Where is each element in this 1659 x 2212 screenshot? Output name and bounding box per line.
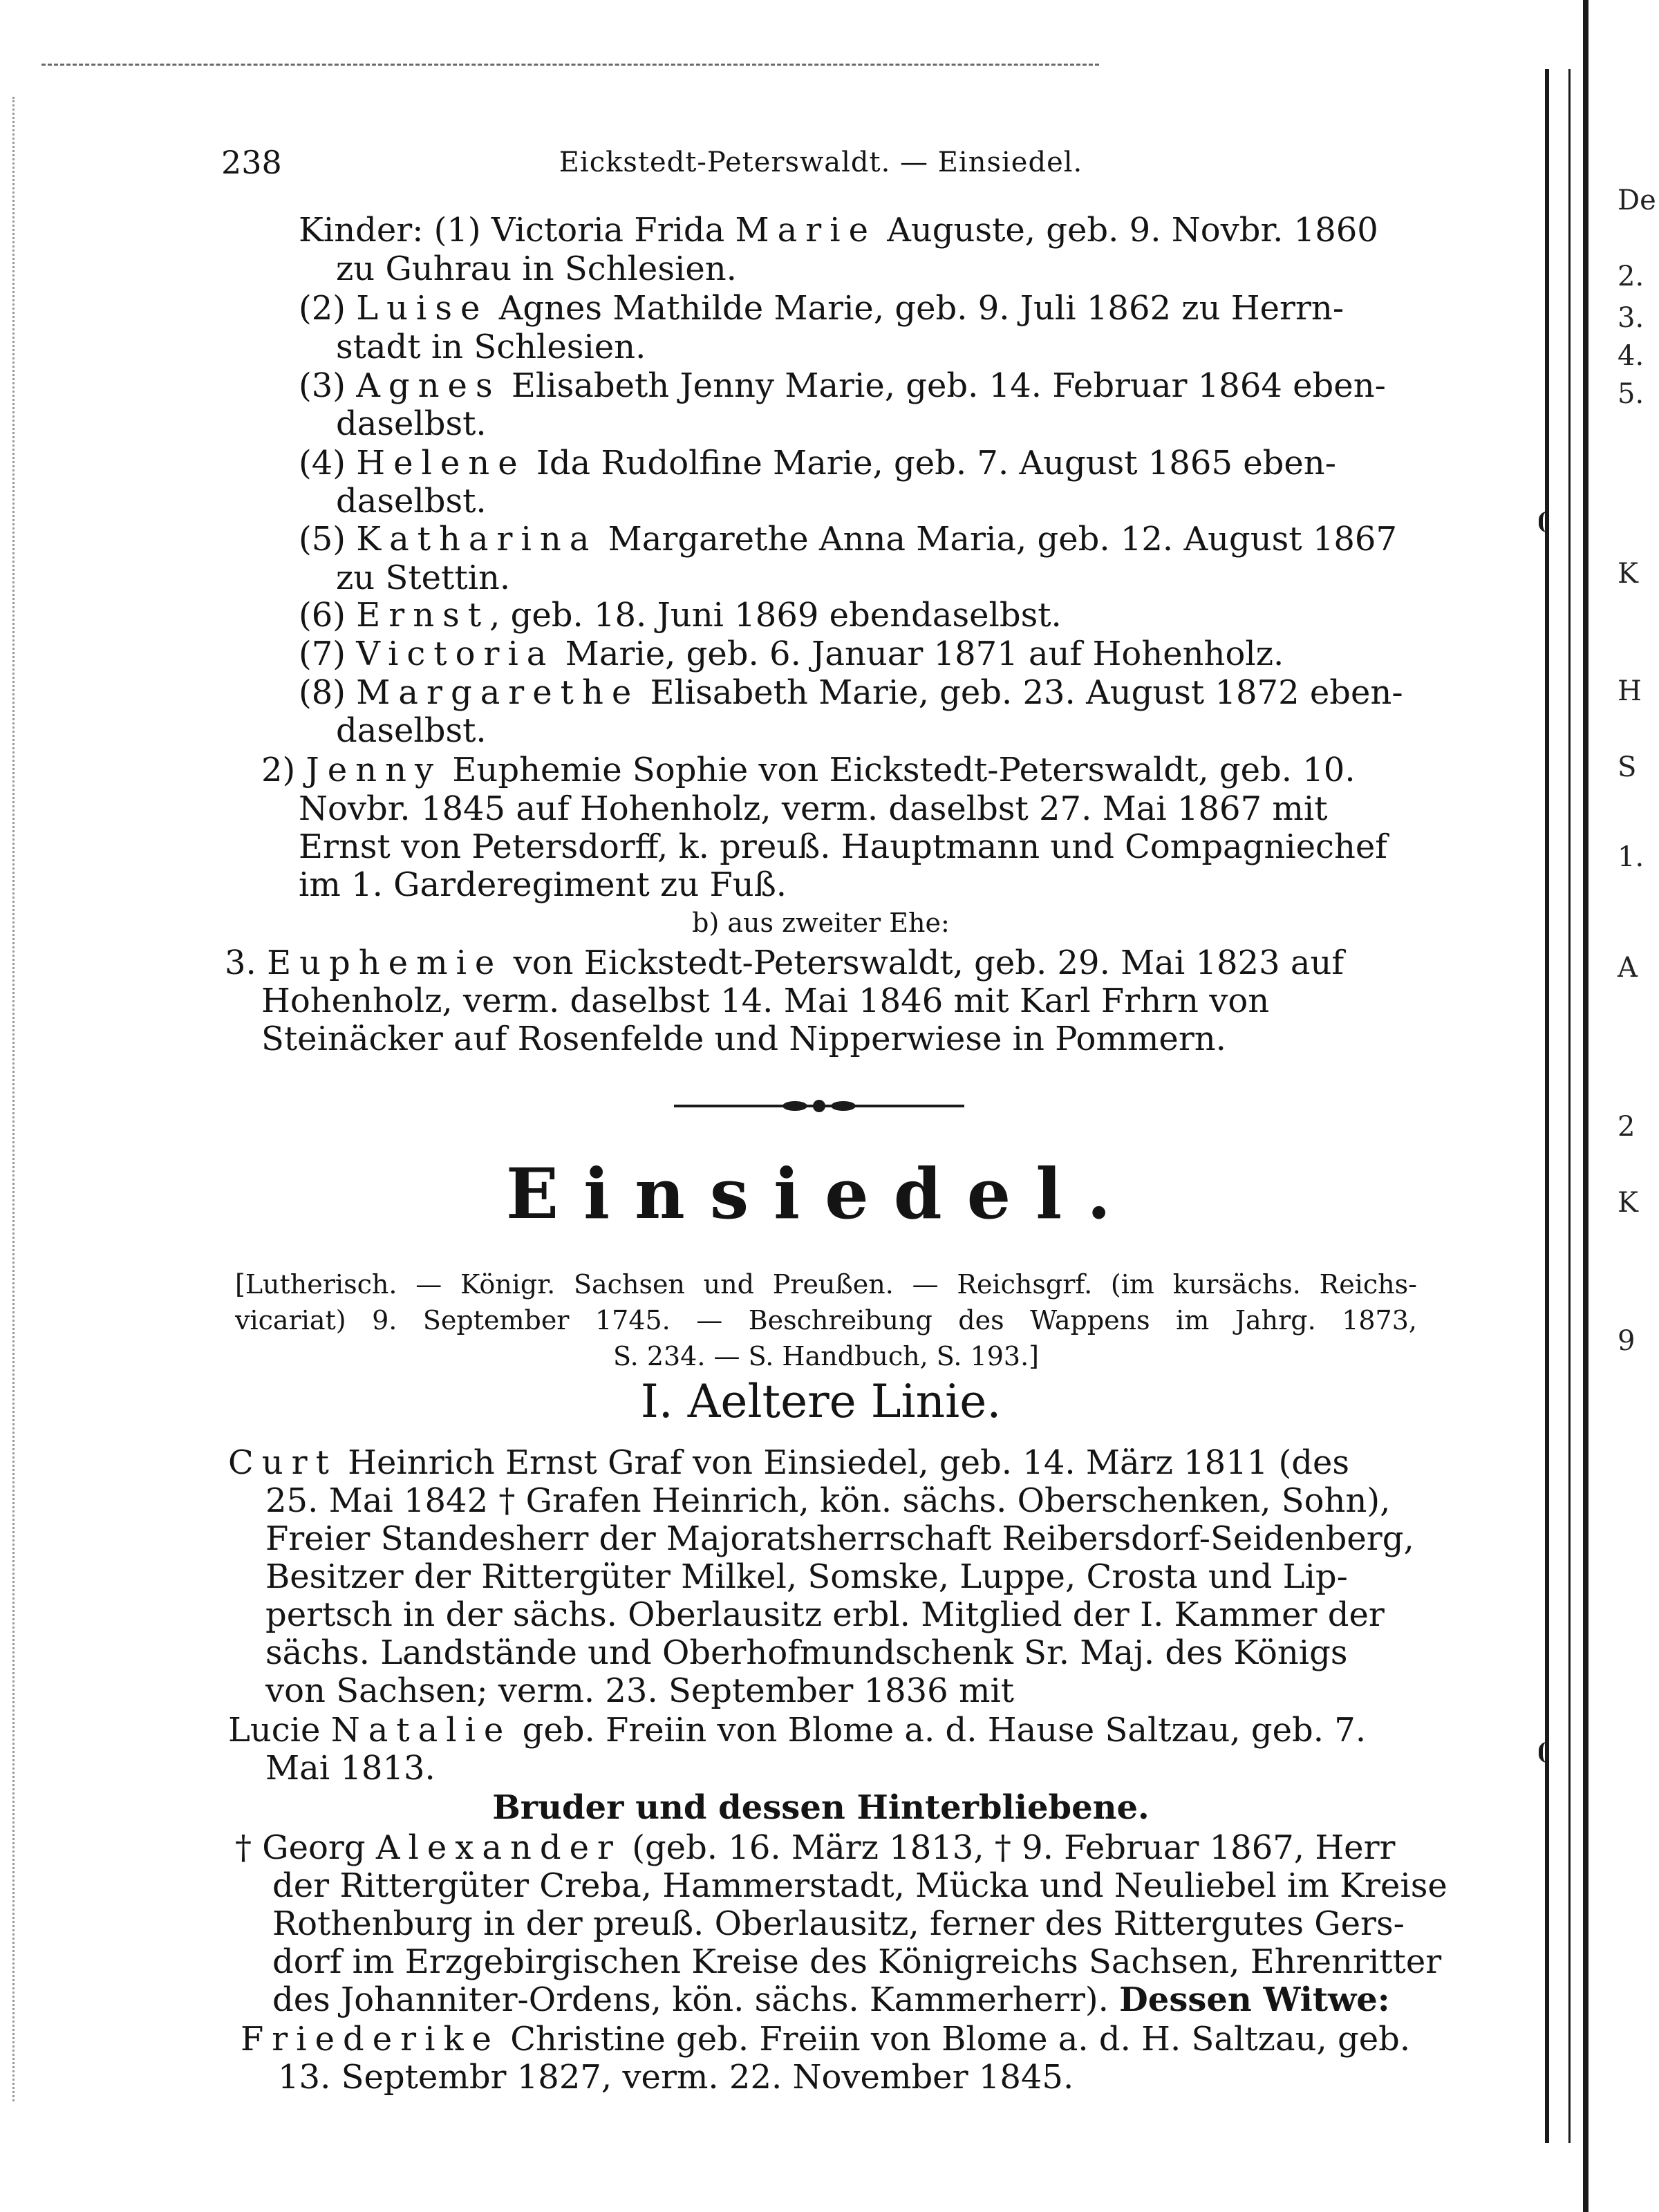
person-name: Euphemie: [267, 944, 503, 982]
child-line: (3) Agnes Elisabeth Jenny Marie, geb. 14. Februar 1864 eben-: [299, 366, 1386, 405]
entry-line: Besitzer der Rittergüter Milkel, Somske, Luppe, Crosta und Lip-: [265, 1557, 1348, 1596]
entry-line: Lucie Natalie geb. Freiin von Blome a. d. Hause Saltzau, geb. 7.: [228, 1711, 1367, 1750]
child-name: Ernst: [356, 596, 490, 635]
child-name: Agnes: [356, 366, 501, 405]
margin-fragment: 2.: [1618, 261, 1644, 292]
running-head: Eickstedt-Peterswaldt. — Einsiedel.: [559, 147, 1083, 178]
entry-line: Ernst von Petersdorff, k. preuß. Hauptmann und Compagniechef: [299, 827, 1388, 866]
entry-line: dorf im Erzgebirgischen Kreise des Königreichs Sachsen, Ehrenritter: [272, 1942, 1442, 1981]
person-name: Alexander: [375, 1828, 621, 1867]
entry-line: des Johanniter-Ordens, kön. sächs. Kammerherr). Dessen Witwe:: [272, 1980, 1390, 2019]
child-line: (8) Margarethe Elisabeth Marie, geb. 23. August 1872 eben-: [299, 673, 1403, 712]
person-name: Curt: [228, 1443, 337, 1482]
entry-line: Friederike Christine geb. Freiin von Blome a. d. H. Saltzau, geb.: [241, 2020, 1411, 2059]
entry-line: pertsch in der sächs. Oberlausitz erbl. Mitglied der I. Kammer der: [265, 1595, 1385, 1634]
entry-line: Steinäcker auf Rosenfelde und Nipperwiese in Pommern.: [261, 1020, 1226, 1058]
child-line: daselbst.: [336, 711, 487, 750]
child-line: (6) Ernst, geb. 18. Juni 1869 ebendaselbst.: [299, 596, 1062, 635]
entry-line: 2) Jenny Euphemie Sophie von Eickstedt-Peterswaldt, geb. 10.: [261, 751, 1356, 789]
margin-fragment: De: [1618, 185, 1656, 216]
child-line: daselbst.: [336, 404, 487, 443]
child-line: (5) Katharina Margarethe Anna Maria, geb. 12. August 1867: [299, 520, 1397, 559]
family-title: Einsiedel.: [505, 1153, 1136, 1235]
margin-fragment: 5.: [1618, 378, 1644, 410]
entry-line: von Sachsen; verm. 23. September 1836 mit: [265, 1671, 1015, 1710]
child-name: Katharina: [356, 520, 598, 559]
child-name: Marie: [735, 211, 877, 250]
family-info-line: vicariat) 9. September 1745. — Beschreibung des Wappens im Jahrg. 1873,: [235, 1305, 1417, 1335]
margin-fragment: A: [1618, 952, 1638, 984]
section-title: I. Aeltere Linie.: [640, 1375, 1002, 1428]
running-header: [221, 144, 1421, 185]
entry-line: 3. Euphemie von Eickstedt-Peterswaldt, geb. 29. Mai 1823 auf: [225, 944, 1344, 982]
margin-fragment: 9: [1618, 1325, 1635, 1357]
bracket-mark: [1539, 1742, 1557, 1763]
bracket-mark: [1539, 512, 1557, 532]
children-line: Kinder: (1) Victoria Frida Marie Auguste, geb. 9. Novbr. 1860: [299, 211, 1378, 250]
margin-fragment: 1.: [1618, 841, 1644, 873]
child-line: (7) Victoria Marie, geb. 6. Januar 1871 auf Hohenholz.: [299, 635, 1284, 673]
widow-label: Dessen Witwe:: [1119, 1980, 1390, 2019]
child-line: zu Guhrau in Schlesien.: [336, 250, 737, 288]
child-line: stadt in Schlesien.: [336, 328, 646, 366]
margin-fragment: H: [1618, 675, 1642, 707]
child-name: Margarethe: [356, 673, 640, 712]
scan-edge-left: [12, 97, 15, 2101]
entry-line: Curt Heinrich Ernst Graf von Einsiedel, geb. 14. März 1811 (des: [228, 1443, 1350, 1482]
child-line: (2) Luise Agnes Mathilde Marie, geb. 9. Juli 1862 zu Herrn-: [299, 289, 1344, 328]
margin-fragment: K: [1618, 558, 1638, 590]
entry-line: Mai 1813.: [265, 1749, 435, 1788]
child-line: daselbst.: [336, 482, 487, 521]
margin-fragment: S: [1618, 751, 1637, 783]
entry-line: sächs. Landstände und Oberhofmundschenk Sr. Maj. des Königs: [265, 1633, 1348, 1672]
entry-line: der Rittergüter Creba, Hammerstadt, Mücka und Neuliebel im Kreise: [272, 1866, 1447, 1905]
entry-line: Freier Standesherr der Majoratsherrschaft Reibersdorf-Seidenberg,: [265, 1519, 1414, 1558]
margin-fragment: 4.: [1618, 340, 1644, 372]
child-name: Victoria: [356, 635, 555, 673]
margin-fragment: 2: [1618, 1111, 1635, 1143]
child-line: (4) Helene Ida Rudolfine Marie, geb. 7. August 1865 eben-: [299, 444, 1336, 482]
entry-line: 25. Mai 1842 † Grafen Heinrich, kön. sächs. Oberschenken, Sohn),: [265, 1481, 1391, 1520]
entry-line: Novbr. 1845 auf Hohenholz, verm. daselbst 27. Mai 1867 mit: [299, 789, 1328, 828]
section-ornament: [674, 1096, 964, 1116]
entry-line: 13. Septembr 1827, verm. 22. November 1845.: [278, 2058, 1074, 2097]
entry-line: Rothenburg in der preuß. Oberlausitz, ferner des Rittergutes Gers-: [272, 1904, 1405, 1943]
scan-edge-top: [41, 64, 1099, 66]
person-name: Natalie: [330, 1711, 512, 1750]
family-info-line: S. 234. — S. Handbuch, S. 193.]: [612, 1341, 1039, 1371]
entry-line: Hohenholz, verm. daselbst 14. Mai 1846 mit Karl Frhrn von: [261, 982, 1270, 1020]
child-name: Luise: [356, 289, 489, 328]
subheading: Bruder und dessen Hinterbliebene.: [492, 1788, 1150, 1827]
page-number: 238: [221, 144, 282, 181]
family-info-line: [Lutherisch. — Königr. Sachsen und Preußen. — Reichsgrf. (im kursächs. Reichs-: [235, 1269, 1417, 1300]
book-gutter: [1545, 69, 1571, 2143]
child-line: zu Stettin.: [336, 559, 511, 597]
margin-fragment: 3.: [1618, 302, 1644, 334]
child-name: Helene: [356, 444, 526, 482]
person-name: Jenny: [306, 751, 442, 789]
entry-line: † Georg Alexander (geb. 16. März 1813, † 9. Februar 1867, Herr: [235, 1828, 1396, 1867]
margin-fragment: K: [1618, 1187, 1638, 1219]
entry-line: im 1. Garderegiment zu Fuß.: [299, 865, 787, 904]
facing-page-edge: [1583, 0, 1588, 2212]
person-name: Friederike: [241, 2020, 500, 2059]
children-label: Kinder:: [299, 211, 424, 250]
subheading: b) aus zweiter Ehe:: [692, 908, 950, 938]
